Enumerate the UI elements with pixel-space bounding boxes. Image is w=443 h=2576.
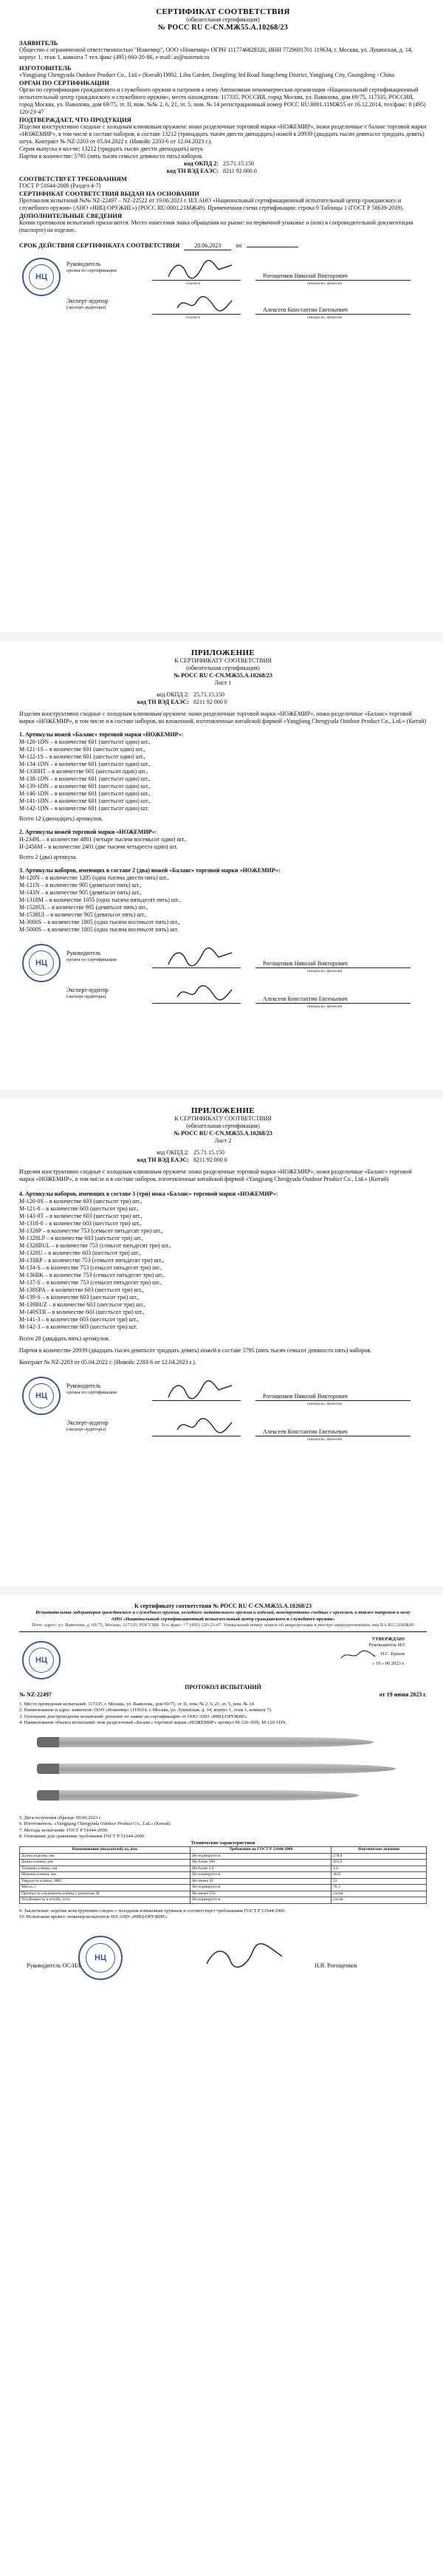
expert-name: Алексеев Константин Евгеньевич xyxy=(263,996,348,1002)
organ-seal: НЦ xyxy=(22,1377,61,1415)
article-item: М-138-1DN – в количестве 601 (шестьсот один) шт., xyxy=(19,775,151,782)
expert-name: Алексеев Константин Евгеньевич xyxy=(263,1428,348,1435)
head-role-2: органа по сертификации xyxy=(66,268,117,273)
table-row xyxy=(20,1878,427,1885)
tnved-label: код ТН ВЭД ЕАЭС: xyxy=(166,168,219,174)
section-3-heading: 3. Артикулы наборов, имеющих в составе 2 (два) ножей «Баланс» торговой марки «НОЖЕМИР»: xyxy=(19,867,281,874)
article-item: М-141-1DN – в количестве 601 (шестьсот один) шт., xyxy=(19,798,151,804)
table-row xyxy=(20,1885,427,1891)
section-1-total: Всего 12 (двенадцать) артикулов. xyxy=(19,815,103,822)
applicant-body: Общество с ограниченной ответственностью "Ножемир", ООО «Ножемир» ОГРН 1117746828320, ИНН 7729691701 119634, г. Москва, ул. Лукинская, д. 14, корпус 1, этаж 1, комната 7 тел./факс (495) 660-20-86, e-mail: as@nozemir.ru xyxy=(19,47,413,61)
head-signature-row: НЦ Руководитель органа по сертификации Рогощенков Николай Викторович инициалы, фамилия xyxy=(19,1377,427,1415)
p-item-2: 2. Наименование и адрес заявителя: ООО «Ножемир» (119634, г. Москва, ул. Лукинская, д. 14, корпус 1, этаж 1, комната 7). xyxy=(19,1707,272,1713)
head-signature xyxy=(167,1380,233,1402)
requirements-heading: СООТВЕТСТВУЕТ ТРЕБОВАНИЯМ xyxy=(19,175,127,182)
expert-role-2: (эксперт-аудиторы) xyxy=(66,305,106,310)
maker-heading: ИЗГОТОВИТЕЛЬ xyxy=(19,64,72,72)
validity-label: СРОК ДЕЙСТВИЯ СЕРТИФИКАТА СООТВЕТСТВИЯ xyxy=(19,242,180,249)
test-protocol-page xyxy=(0,1595,443,2576)
set-item: М-137-S – в количестве 753 (семьсот пятьдесят три) шт., xyxy=(19,1279,162,1286)
set-item: М-133RP – в количестве 753 (семьсот пятьдесят три) шт., xyxy=(19,1257,164,1264)
set-item: М-3000S – в количестве 1805 (одна тысяча восемьсот пять) шт., xyxy=(19,919,180,925)
knife-photo xyxy=(19,1727,427,1815)
head-signature-row: НЦ Руководитель органа по сертификации Рогощенков Николай Викторович инициалы, фамилия xyxy=(19,944,427,982)
series-line: Серия выпуска в кол-ве: 13212 (тридцать тысяч двести двенадцать) штук xyxy=(19,145,204,152)
table-header-cell: Наименование показателей, ед. изм. xyxy=(20,1847,190,1854)
organ-seal: НЦ xyxy=(78,1936,123,1980)
table-cell: Устойчивость к изгибу, угол xyxy=(20,1897,190,1904)
table-row xyxy=(20,1891,427,1897)
p-item-8: 8. Основание для сравнения: требования ГОСТ Р 51644-2000. xyxy=(19,1834,145,1839)
expert-role-2: (эксперт-аудиторы) xyxy=(66,994,106,999)
set-item: М-1328BUL – в количестве 753 (семьсот пятьдесят три) шт., xyxy=(19,1242,171,1249)
table-caption: Технические характеристики xyxy=(190,1840,255,1846)
head-role-2: органа по сертификации xyxy=(66,957,117,962)
head-name: Рогощенков Николай Викторович xyxy=(263,273,348,279)
set-item: М-139-S – в количестве 603 (шестьсот три) шт., xyxy=(19,1294,140,1301)
table-cell: Не нормируется xyxy=(190,1872,332,1879)
extra-heading: ДОПОЛНИТЕЛЬНЫЕ СВЕДЕНИЯ xyxy=(19,212,123,219)
appendix-subtitle: (обязательная сертификация) xyxy=(186,665,260,671)
section-1-heading: 1. Артикулы ножей «Баланс» торговой марки «НОЖЕМИР»: xyxy=(19,731,184,738)
tnved-value: 8211 92 000 0 xyxy=(223,168,257,174)
characteristics-table xyxy=(19,1846,427,1904)
set-item: М-143-0T – в количестве 603 (шестьсот три) шт., xyxy=(19,1213,142,1219)
conclusion-9: 9. Заключение: изделие конструктивно сходно с холодным клинковым оружием и соответствует требованиям ГОСТ Р 51644-2000. xyxy=(19,1908,286,1914)
party-line: Партия в количестве 20939 (двадцать тысяч девятьсот тридцать девять) ножей в составе 5795 (пять тысяч семьсот девяносто пять) наборов. xyxy=(19,1347,372,1354)
table-cell: 165,0 xyxy=(332,1860,427,1866)
p-item-4: 4. Наименование объекта испытаний: нож разделочный «Баланс» торговой марки «НОЖЕМИР» артикул М-120-1DN, М-120-1DN. xyxy=(19,1720,287,1725)
set-item: М-141-3 – в количестве 603 (шестьсот три) шт., xyxy=(19,1316,139,1323)
requirements-body: ГОСТ Р 51644-2000 (Раздел 4-7) xyxy=(19,182,101,189)
section-4-list xyxy=(19,1198,427,1331)
head-signature-row: НЦ Руководитель органа по сертификации подпись Рогощенков Николай Викторович инициалы, фамилия xyxy=(19,255,427,293)
table-row xyxy=(20,1897,427,1904)
article-item: М-1330HT – в количестве 601 (шестьсот один) шт., xyxy=(19,768,148,775)
set-item: М-120N – в количестве 1205 (одна тысяча двести пять) шт., xyxy=(19,874,169,881)
expert-signature xyxy=(174,1415,233,1437)
table-row xyxy=(20,1872,427,1879)
set-item: М-1528UL – в количестве 905 (девятьсот пять) шт., xyxy=(19,904,148,911)
sheet-label: Лист 2 xyxy=(214,1137,232,1144)
section-4-heading: 4. Артикулы наборов, имеющих в составе 3 (три) ножа «Баланс» торговой марки «НОЖЕМИР»: xyxy=(19,1191,278,1197)
table-cell: Не более 300 xyxy=(190,1860,332,1866)
applicant-heading: ЗАЯВИТЕЛЬ xyxy=(19,39,58,47)
p-item-7: 7. Методы испытаний: ГОСТ Р 51644-2000. xyxy=(19,1827,109,1833)
table-row xyxy=(20,1853,427,1860)
expert-signature-row: Эксперт-аудитор (эксперт-аудиторы) подпись Алексеев Константин Евгеньевич инициалы, фамилия xyxy=(19,293,427,332)
approve-name: Н.С. Ершов xyxy=(380,1651,405,1657)
table-cell: 36,8 xyxy=(332,1872,427,1879)
set-item: М-120-0S – в количестве 603 (шестьсот три) шт., xyxy=(19,1198,142,1205)
knife-image-2 xyxy=(49,1764,396,1774)
article-item: М-121-1S – в количестве 601 (шестьсот один) шт., xyxy=(19,746,145,753)
expert-role: Эксперт-аудитор xyxy=(66,987,109,993)
maker-body: «Yangjiang Chengyuda Outdoor Product Co., Ltd.» (Китай) D802, Libu Garden, Dongfeng 3rd Road Jiangcheng District, Yangjiang City, Guangdong - China xyxy=(19,72,394,78)
table-cell: Не более 2,6 xyxy=(190,1866,332,1872)
confirms-heading: ПОДТВЕРЖДАЕТ, ЧТО ПРОДУКЦИЯ xyxy=(19,116,131,123)
article-item: М-140-1DN – в количестве 601 (шестьсот один) шт., xyxy=(19,790,151,797)
set-item: М-134-S – в количестве 753 (семьсот пятьдесят три) шт., xyxy=(19,1264,162,1271)
head-name: Рогощенков Николай Викторович xyxy=(263,960,348,967)
appendix-to: К СЕРТИФИКАТУ СООТВЕТСТВИЯ xyxy=(174,657,272,664)
table-cell: Не менее 250 xyxy=(190,1891,332,1897)
table-cell: Не менее 42 xyxy=(190,1878,332,1885)
head-role: Руководитель xyxy=(66,950,101,956)
okpd-label: код ОКПД 2: xyxy=(184,160,219,167)
appendix-number: № РОСС RU С-CN.МЖ55.А.10268/23 xyxy=(174,672,272,679)
table-cell: соотв. xyxy=(332,1891,427,1897)
head-name: Н.В. Рогощенков xyxy=(315,1962,357,1969)
approve-heading: УТВЕРЖДАЮ xyxy=(371,1636,405,1642)
appendix-intro: Изделия конструктивно сходные с холодным клинковым оружием: ножи разделочные торговой марки «НОЖЕМИР», ножи разделочные «Баланс» торговой марки «НОЖЕМИР», в том числе и в составе наборов, во вложенной, изготовленные китайской фирмой «Yangjiang Chengyuda Outdoor Product Co., Ltd.» (Китай) xyxy=(19,710,427,724)
table-cell: Длина изделия, мм xyxy=(20,1853,190,1860)
protocol-number: № NZ-22497 xyxy=(19,1690,52,1698)
article-item: H-2456M – в количестве 2401 (две тысячи четыреста один) шт. xyxy=(19,843,178,850)
p-item-1: 1. Место проведения испытаний: 117335, г. Москва, ул. Вавилова, дом 69/75, эт. II, пом. № 2, 6, 21, эт. 5, пом. № 14 xyxy=(19,1701,254,1707)
p-item-5: 5. Дата получения образца: 09.06.2023 г. xyxy=(19,1815,102,1820)
lab-address: Почт. адрес: ул. Вавилова, д. 69/75, Москва, 117335, РОССИЯ. Тел./факс: +7 (495) 120-23-47. Уникальный номер записи об аккредитации в реестре аккредитованных лиц RA.RU.21МЖ49 xyxy=(32,1623,414,1628)
table-row xyxy=(20,1866,427,1872)
table-cell: Ширина клинка, мм xyxy=(20,1872,190,1879)
okpd-label: код ОКПД 2: xyxy=(157,1149,189,1156)
set-item: М-1328LP – в количестве 603 (шестьсот три) шт., xyxy=(19,1235,144,1241)
table-cell: Не нормируется xyxy=(190,1853,332,1860)
set-item: М-138SPA – в количестве 603 (шестьсот три) шт., xyxy=(19,1287,144,1293)
lab-seal: НЦ xyxy=(22,1641,61,1679)
table-header-row xyxy=(20,1847,427,1854)
set-item: М-1318M – в количестве 1055 (одна тысяча пятьдесят пять) шт., xyxy=(19,897,181,903)
table-cell: соотв. xyxy=(332,1897,427,1904)
organ-body: Орган по сертификации гражданского и служебного оружия и патронов к нему Автономная некоммерческая организация «Национальный сертификационный испытательный центр гражданского и служебного оружия», место нахождения: 117335, РОССИЯ, город Москва, ул. Вавилова, дом 69/75, 117335, РОССИЯ, город Москва, ул. Вавилова, дом 69/75, эт. II, пом. №№ 2, 6, 21, эт. 5, пом. № 14 регистрационный номер РОСС RU.0001.11МЖ55 от 16.12.2014, тел/факс: 8 (495) 120-23-47 xyxy=(19,86,426,115)
lab-line-2: АНО «Национальный сертификационный испытательный центр гражданского и служебного оружия» xyxy=(111,1616,335,1622)
section-3-list xyxy=(19,874,427,934)
head-role: Руководитель ОС/ИЛ xyxy=(27,1962,81,1969)
head-role-2: органа по сертификации xyxy=(66,1390,117,1395)
protocol-date: от 19 июня 2023 г. xyxy=(379,1690,427,1698)
tnved-label: код ТН ВЭД ЕАЭС: xyxy=(137,1157,189,1163)
expert-role: Эксперт-аудитор xyxy=(66,298,109,304)
article-item: М-122-1S – в количестве 601 (шестьсот один) шт., xyxy=(19,753,145,760)
table-cell: Твердость клинка, HRC xyxy=(20,1878,190,1885)
table-cell: Не нормируется xyxy=(190,1885,332,1891)
article-item: H-2349L – в количестве 4801 (четыре тысячи восемьсот один) шт., xyxy=(19,836,187,843)
article-item: М-142-1DN – в количестве 601 (шестьсот один) шт. xyxy=(19,805,149,812)
knife-image-1 xyxy=(49,1737,374,1747)
table-cell: Длина клинка, мм xyxy=(20,1860,190,1866)
article-item: М-134-1DN – в количестве 601 (шестьсот один) шт., xyxy=(19,761,151,767)
table-cell: 278,8 xyxy=(332,1853,427,1860)
appendix-intro: Изделия конструктивно сходные с холодным клинковым оружием: ножи разделочные торговой марки «НОЖЕМИР», ножи разделочные «Баланс» торговой марки «НОЖЕМИР», в том числе и в составе наборов, изготовленные китайской фирмой «Yangjiang Chengyuda Outdoor Product Co., Ltd.» (Китай) xyxy=(19,1168,412,1182)
organ-seal: НЦ xyxy=(22,258,61,296)
appendix-to: К СЕРТИФИКАТУ СООТВЕТСТВИЯ xyxy=(174,1115,272,1122)
expert-signature-row: Эксперт-аудитор (эксперт-аудиторы) Алексеев Константин Евгеньевич инициалы, фамилия xyxy=(19,982,427,1021)
okpd-value: 25.71.15.150 xyxy=(223,160,254,167)
issued-heading: СЕРТИФИКАТ СООТВЕТСТВИЯ ВЫДАН НА ОСНОВАНИИ xyxy=(19,190,199,197)
validity-row xyxy=(19,242,427,250)
expert-role-2: (эксперт-аудиторы) xyxy=(66,1427,106,1432)
product-body: Изделия конструктивно сходные с холодным клинковым оружием: ножи разделочные торговой марки «НОЖЕМИР», ножи разделочные с баланс торговой марки «НОЖЕМИР», в том числе в составе наборов, в составе 13212 (тринадцать тысяч двести двенадцать) ножей в 20939 (двадцать тысяч девятьсот тридцать девять) штук. Контракт № NZ-2203 от 05.04.2022 г. (Инвойс 2203-6 от 12.04.2023 г.). xyxy=(19,123,427,145)
knife-image-3 xyxy=(49,1790,359,1801)
table-cell: Прочность соединения клинка с рукоятью, Н xyxy=(20,1891,190,1897)
conclusion-10: 10. Испытания провел: инженер-испытатель ИЛ АНО «НИЦ-ОРУЖИЕ» xyxy=(19,1914,168,1919)
tnved-label: код ТН ВЭД ЕАЭС: xyxy=(137,699,189,705)
article-item: М-120-1DN – в количестве 601 (шестьсот один) шт., xyxy=(19,739,151,745)
section-2-list xyxy=(19,836,427,851)
organ-seal: НЦ xyxy=(22,944,61,982)
expert-signature xyxy=(174,293,233,315)
approve-signature xyxy=(340,1649,377,1661)
codes-block xyxy=(100,1149,427,1164)
okpd-label: код ОКПД 2: xyxy=(157,691,189,698)
certificate-title: СЕРТИФИКАТ СООТВЕТСТВИЯ xyxy=(156,7,290,16)
tnved-value: 8211 92 000 0 xyxy=(193,699,227,705)
section-4-total: Всего 20 (двадцать пять) артикулов. xyxy=(19,1335,110,1342)
head-signature xyxy=(204,1942,285,1971)
appendix-title: ПРИЛОЖЕНИЕ xyxy=(191,648,255,657)
expert-signature-row: Эксперт-аудитор (эксперт-аудиторы) Алексеев Константин Евгеньевич инициалы, фамилия xyxy=(19,1415,427,1453)
table-cell: Масса, г xyxy=(20,1885,190,1891)
validity-to: по xyxy=(236,242,242,249)
protocol-heading: ПРОТОКОЛ ИСПЫТАНИЙ xyxy=(185,1683,261,1690)
codes-block xyxy=(130,160,427,175)
table-cell: 1,8 xyxy=(332,1866,427,1872)
protocol-top-title: К сертификату соответствия № РОСС RU С-CN.МЖ55.А.10268/23 xyxy=(134,1603,312,1609)
set-item: М-121N – в количестве 905 (девятьсот пять) шт., xyxy=(19,882,142,888)
approve-date: « 19 » 06 2023 г. xyxy=(371,1660,405,1666)
appendix-sheet-1 xyxy=(0,641,443,1090)
set-item: М-143N – в количестве 905 (девятьсот пять) шт., xyxy=(19,889,142,896)
certificate-number: № РОСС RU С-CN.МЖ55.А.10268/23 xyxy=(157,24,289,32)
section-2-total: Всего 2 (два) артикула. xyxy=(19,854,78,860)
appendix-sheet-2 xyxy=(0,1099,443,1586)
article-item: М-139-1DN – в количестве 601 (шестьсот один) шт., xyxy=(19,783,151,789)
approval-block xyxy=(19,1637,427,1684)
expert-signature xyxy=(174,982,233,1004)
table-cell: Не нормируется xyxy=(190,1897,332,1904)
tnved-value: 8211 92 000 0 xyxy=(193,1157,227,1163)
expert-role: Эксперт-аудитор xyxy=(66,1419,109,1426)
head-role: Руководитель xyxy=(66,261,101,267)
codes-block xyxy=(100,691,427,706)
appendix-title: ПРИЛОЖЕНИЕ xyxy=(191,1106,255,1115)
okpd-value: 25.71.15.150 xyxy=(193,1149,224,1156)
extra-body: Копии протоколов испытаний прилагаются. Место нанесения знака обращения на рынке: на первичной упаковке и (или) в сопроводительной документации (паспорте) на изделие. xyxy=(19,219,413,233)
p-item-6: 6. Изготовитель: «Yangjiang Chengyuda Outdoor Product Co., Ltd.» (Китай). xyxy=(19,1821,172,1826)
lab-line-1: Испытательная лаборатория гражданского и служебного оружия, холодного метательного оружия и изделий, конструктивно сходных с оружием, а также патронов к нему xyxy=(35,1610,411,1615)
set-item: М-1328U – в количестве 603 (шестьсот три) шт., xyxy=(19,1250,141,1256)
p-item-3: 3. Основание для проведения испытаний: решение по заявке на сертификацию от ООО АНО «НИЦ-ОРУЖИЕ» xyxy=(19,1713,248,1719)
table-cell: 53 xyxy=(332,1878,427,1885)
set-item: М-142-3 – в количестве 603 (шестьсот три) шт. xyxy=(19,1323,137,1330)
expert-name: Алексеев Константин Евгеньевич xyxy=(263,306,348,313)
head-role: Руководитель xyxy=(66,1383,101,1389)
appendix-subtitle: (обязательная сертификация) xyxy=(186,1123,260,1129)
protocol-signature-row xyxy=(19,1931,427,1983)
set-item: М-5000S – в количестве 1805 (одна тысяча восемьсот пять) шт. xyxy=(19,926,179,933)
certificate-page xyxy=(0,0,443,632)
sheet-label: Лист 1 xyxy=(214,679,232,686)
table-header-cell: Фактическое значение xyxy=(332,1847,427,1854)
table-cell: 78,3 xyxy=(332,1885,427,1891)
issued-body: Протоколов испытаний №№ NZ-22497 – NZ-22522 от 19.06.2023 г. ИЛ АНО «Национальный сертификационный испытательный центр гражданского и служебного оружия» (АНО «НИЦ-ОРУЖИЕ») (РОСС RU.0001.21МЖ49). Примененная схема сертификации: строка 9 Таблицы 1 (ГОСТ Р 58639-2019). xyxy=(19,197,404,211)
set-item: М-1328P – в количестве 753 (семьсот пятьдесят три) шт., xyxy=(19,1227,163,1234)
section-1-list xyxy=(19,739,427,812)
set-item: М-136BK – в количестве 753 (семьсот пятьдесят три) шт., xyxy=(19,1272,165,1278)
head-signature xyxy=(167,259,233,281)
appendix-number: № РОСС RU С-CN.МЖ55.А.10268/23 xyxy=(174,1130,272,1137)
set-item: М-121-0 – в количестве 603 (шестьсот три) шт., xyxy=(19,1205,139,1212)
set-item: М-140STR – в количестве 603 (шестьсот три) шт., xyxy=(19,1309,145,1315)
table-header-cell: Требования по ГОСТ Р 51644-2000 xyxy=(190,1847,332,1854)
approve-role: Руководитель ИЛ xyxy=(368,1642,405,1648)
table-cell: Толщина клинка, мм xyxy=(20,1866,190,1872)
okpd-value: 25.71.15.150 xyxy=(193,691,224,698)
validity-from: 20.06.2023 xyxy=(184,242,231,250)
section-2-heading: 2. Артикулы ножей торговой марки «НОЖЕМИР»: xyxy=(19,829,157,835)
certificate-subtitle: (обязательная сертификация) xyxy=(186,16,260,23)
head-signature xyxy=(167,947,233,969)
head-name: Рогощенков Николай Викторович xyxy=(263,1393,348,1400)
set-item: М-139BUZ – в количестве 603 (шестьсот три) шт., xyxy=(19,1301,146,1308)
organ-heading: ОРГАН ПО СЕРТИФИКАЦИИ xyxy=(19,79,109,86)
table-row xyxy=(20,1860,427,1866)
party-line: Партия в количестве: 5795 (пять тысяч семьсот девяносто пять) наборов. xyxy=(19,153,204,160)
set-item: М-1318-0 – в количестве 603 (шестьсот три) шт., xyxy=(19,1220,142,1227)
set-item: М-1538UI – в количестве 905 (девятьсот пять) шт., xyxy=(19,911,147,918)
contract-line: Контракт № NZ-2203 от 05.04.2022 г. (Инвойс 2203-6 от 12.04.2023 г.). xyxy=(19,1359,196,1366)
